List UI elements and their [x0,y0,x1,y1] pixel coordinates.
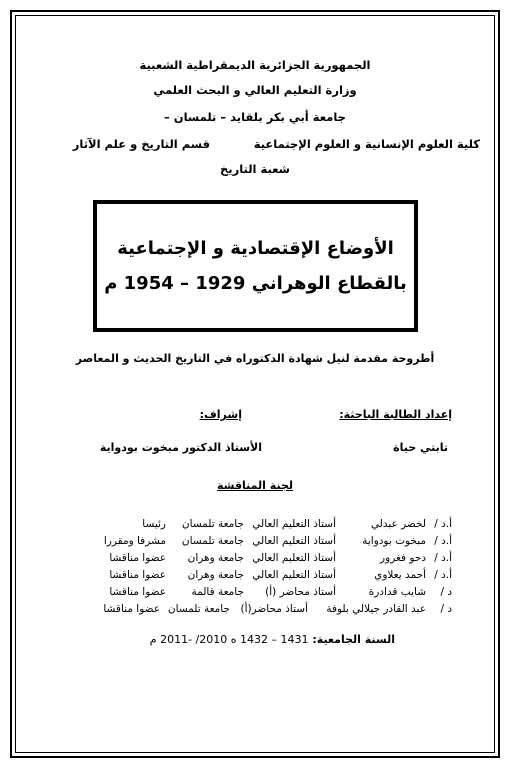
prepared-by-label: إعداد الطالبة الباحثة: [339,408,452,421]
thesis-statement: أطروحة مقدمة لنيل شهادة الدكتوراه في التاريخ الحديث و المعاصر [75,352,435,365]
ministry-line: وزارة التعليم العالي و البحث العلمي [153,83,357,97]
branch-line: شعبة التاريخ [220,162,290,176]
member-name: لخضر عبدلي [370,517,426,530]
member-rank: أستاذ التعليم العالي [252,534,336,547]
member-role: رئيسا [142,517,166,530]
faculty-line: كلية العلوم الإنسانية و العلوم الإجتماعية [253,137,480,151]
committee-heading: لجنة المناقشة [216,479,293,492]
member-name: أحمد يعلاوي [374,568,426,581]
member-name: شايب قدادرة [368,585,426,598]
supervisor-name: الأستاذ الدكتور مبخوت بودواية [99,441,262,454]
member-role: عضوا مناقشا [109,568,166,581]
thesis-title-box [93,200,418,332]
member-title: د / [440,602,452,615]
committee-member-row [52,583,452,600]
committee-member-row [52,549,452,566]
member-name: دحو فغرور [380,551,426,564]
member-university: جامعة وهران [187,568,244,581]
supervision-label: إشراف: [199,408,242,421]
member-rank: أستاذ التعليم العالي [252,568,336,581]
committee-member-row [52,515,452,532]
member-title: أ.د / [434,534,452,547]
member-role: عضوا مناقشا [109,551,166,564]
academic-year-value: 1431 – 1432 ه 2010/ -2011 م [149,633,309,646]
member-rank: أستاذ التعليم العالي [252,517,336,530]
member-title: د / [440,585,452,598]
student-name: تابتي حياة [393,441,448,454]
department-line: قسم التاريخ و علم الآثار [72,137,210,151]
member-role: مشرفا ومقررا [103,534,166,547]
member-title: أ.د / [434,551,452,564]
member-university: جامعة تلمسان [181,517,244,530]
academic-year-label: السنة الجامعية: [312,633,395,646]
member-name: عبد القادر جيلالي بلوفة [326,602,426,615]
member-rank: أستاذ محاضر(أ) [240,602,308,615]
academic-year [150,633,395,646]
committee-member-row [52,566,452,583]
member-name: مبخوت بودواية [362,534,426,547]
member-university: جامعة وهران [187,551,244,564]
committee-list [52,515,452,617]
member-role: عضوا مناقشا [109,585,166,598]
university-line: جامعة أبي بكر بلقايد – تلمسان – [164,110,346,124]
member-rank: أستاذ محاضر (أ) [265,585,336,598]
member-rank: أستاذ التعليم العالي [252,551,336,564]
member-university: جامعة قالمة [191,585,244,598]
member-title: أ.د / [434,568,452,581]
committee-member-row [52,532,452,549]
thesis-title-line-2: بالقطاع الوهراني 1929 – 1954 م [104,273,407,294]
member-university: جامعة تلمسان [167,602,230,615]
member-university: جامعة تلمسان [181,534,244,547]
committee-member-row [52,600,452,617]
member-title: أ.د / [434,517,452,530]
thesis-title-line-1: الأوضاع الإقتصادية و الإجتماعية [117,238,394,259]
member-role: عضوا مناقشا [103,602,160,615]
republic-line: الجمهورية الجزائرية الديمقراطية الشعبية [139,58,371,72]
